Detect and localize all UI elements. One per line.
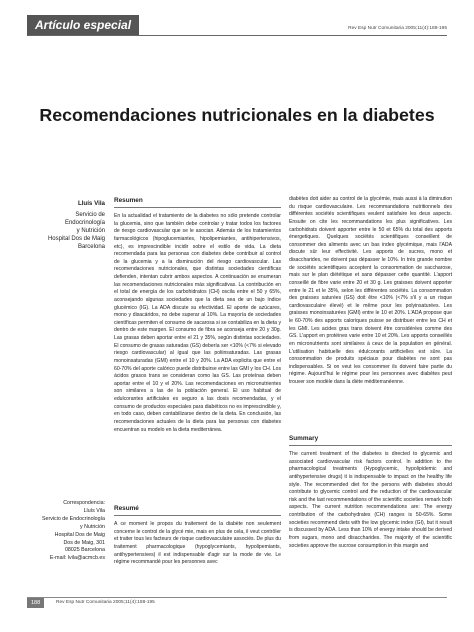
header-divider <box>27 35 447 36</box>
section-label: Artículo especial <box>27 15 139 35</box>
correspondence-block <box>27 500 105 563</box>
summary-section <box>289 435 452 597</box>
affiliation-line: Barcelona <box>77 243 105 250</box>
resume-fr-text: À ce moment le propos du traitement de la diabète non seulement concerne le control de la glycé mie, mais en plus de cela, il veut contrôler et traiter tous les facteurs de risque cardiovasculaire associés. De plus du traitement pharmacologique (hypoglycemiants, hypolipemiants, antihypertensives) il est indispensable d'agir sur la mode de vie. Le régime recommandé pour les personnes avec <box>114 521 281 566</box>
resume-fr-continued <box>289 196 452 426</box>
journal-reference-top: Rev Esp Nutr Comunitaria 2005;11(4):188-195 <box>348 26 447 31</box>
affiliation-line: Endocrinología <box>64 219 105 226</box>
summary-divider <box>289 445 452 446</box>
resume-fr-section <box>114 505 281 598</box>
affiliation-line: Servicio de <box>75 212 105 218</box>
resume-fr-heading: Resumé <box>114 505 139 512</box>
summary-text: The current treatment of the diabetes is directed to glycemic and associated cardiovascular risk factors control. In addition to the pharmacological treatments (Hypoglycemic, hypolipidemic and antihypertensive drugs) it is indispensable to impact on the healthy life style. The recommended diet for the persons with diabetes should contribute to glycemic control and the reduction of the cardiovascular risk and the last recommendations of the scientific societies remark both aspects. The current nutrition recommendations are: The energy contribution of the carbohydrates (CH) ranges is 50-65%. Some societies recommend diets with the low glycemic index (GI), but it result is discussed by ADA. Less than 10% of energy intake should be derived from sugars, mono and disaccharides. The majority of the scientific societies approve the sucrose consumption in this margin and <box>289 451 452 549</box>
affiliation-line: Hospital Dos de Maig <box>47 235 105 242</box>
journal-reference-bottom: Rev Esp Nutr Comunitaria 2005;11(4):188-195 <box>56 600 155 605</box>
resumen-divider <box>114 207 281 208</box>
resumen-section <box>114 197 281 495</box>
article-title: Recomendaciones nutricionales en la diabetes <box>39 104 435 125</box>
correspondence-line: Servicio de Endocrinología <box>41 515 105 522</box>
resume-fr-divider <box>114 515 281 516</box>
correspondence-line: Hospital Dos de Maig <box>54 531 105 538</box>
resumen-heading: Resumen <box>114 197 143 204</box>
author-name: Lluís Vila <box>77 200 105 207</box>
summary-heading: Summary <box>289 435 319 442</box>
resumen-text: En la actualidad el tratamiento de la diabetes no sólo pretende controlar la glucemia, sino que también debe controlar y tratar todos los factores de riesgo cardiovascular que se le asocian. Además de los tratamientos farmacológicos (hipoglucemiantes, hipolipemiantes, antihipertensivos, etc), es imprescindible incidir sobre el estilo de vida. La dieta recomendada para las personas con diabetes debe contribuir al control de la glucemia y a la disminución del riesgo cardiovascular. Las recomendaciones nutricionales, que distintas sociedades científicas defienden, intentan cubrir ambos aspectos. A continuación se enumeran las recomendaciones nutricionales más significativas. La contribución en el total de energía de los carbohidratos (CH) oscila entre el 50 y 65%, aconsejando algunas sociedades que la dieta sea de un bajo índice glucémico (IG). La ADA discute su efectividad. El aporte de azúcares, mono y disacáridos, no debe superar al 10%. La mayoría de sociedades científicas permiten el consumo de sacarosa si se contabiliza en la dieta y dentro de este margen. El consumo de fibra se aconseja entre 20 y 30g. Las grasas deben aportar entre el 21 y 35%, según distintas sociedades. El consumo de grasas saturadas (GS) debería ser <10% (<7% si elevado riesgo cardiovascular) al igual que las poliinsaturadas. Las grasas monoinsaturadas (GMI) entre el 10 y 20%. La ADA explicita que entre el 60-70% del aporte calórico puede distribuirse entre las GMI y los CH. Los ácidos grasos trans se consideran como las GS. Las proteínas deben aportar entre el 10 y el 20%. Las recomendaciones en micronutrientes son similares a las de la población general. El uso habitual de edulcorantes artificiales es seguro a las dosis recomendadas, y el consumo de productos especiales para diabéticos no es imprescindible y, en todo caso, deben contabilizarse dentro de la dieta. En conclusión, las recomendaciones actuales de la dieta para las personas con diabetes encuentran su modelo en la dieta mediterránea. <box>114 213 281 433</box>
correspondence-line: y Nutrición <box>79 523 105 530</box>
resume-fr-text-continued: diabètes doit aider au control de la glycémie, mais aussi à la diminution du risque cardiovasculaire. Les recommandations nutritionnels des différentes sociétés scientifiques veulent satisfaire les deux aspects. Ensuite on cite les recommandations les plus significatives. Les carbohidrats doivent apporter entre le 50 et 65% du total des apports énergetiques. Quelques sociétés scientifiques conseillent de consommer des aliments avec un bas index glycémique, mais l'ADA discute sûr leur effectivité. Les apports de sucres, mono et disaccharides, ne doivent pas dépasser le 10%. In très grande nombre de sociétés scientifiques acceptent la consommation de saccharose, mais sur le plan diététique et sans dépasser cette quantité. L'apport conseillé de fibre varie entre 20 et 30 g. Les graisses doivent apporter entre le 21 et le 35%, selon les différentes sociétés. La consommation des graisses saturées (GS) doit être <10% (<7% s'il y a un risque cardiovasculaire élevé) et le même pour les polyinsaturées. Les graisses monoinsaturées (GMI) entre le 10 et 20%. L'ADA propose que le 60-70% des apports caloriques puisse se distribuer entre les CH et les GMI. Les acides gras trans doivent être considérées comme des GS. L'apport en protéines varie entre 10 et 20%. Les apports conseillés en micronutrients sont similaires à ceux de la population en général. L'utilisation habituelle des édulcorants artificielles est sûre. La consommation de produits spéciaux pour diabètes ne sont pas indispensables. Si on veut les consommer ils doivent faire partie du régime. Aujourd'hui le régime pour les personnes avec diabètes peut trouver son modèle dans la diète méditerranéenne. <box>289 196 452 385</box>
footer-divider <box>27 597 447 598</box>
correspondence-line: 08025 Barcelona <box>64 547 105 554</box>
correspondence-line: Lluís Vila <box>83 507 105 514</box>
affiliation-line: y Nutrición <box>76 227 105 234</box>
page-number: 188 <box>27 598 44 608</box>
correspondence-email: E-mail: lvila@acmcb.es <box>49 555 105 562</box>
author-affiliation <box>27 212 105 252</box>
correspondence-line: Dos de Maig, 301 <box>63 539 105 546</box>
correspondence-line: Correspondencia: <box>63 500 105 506</box>
